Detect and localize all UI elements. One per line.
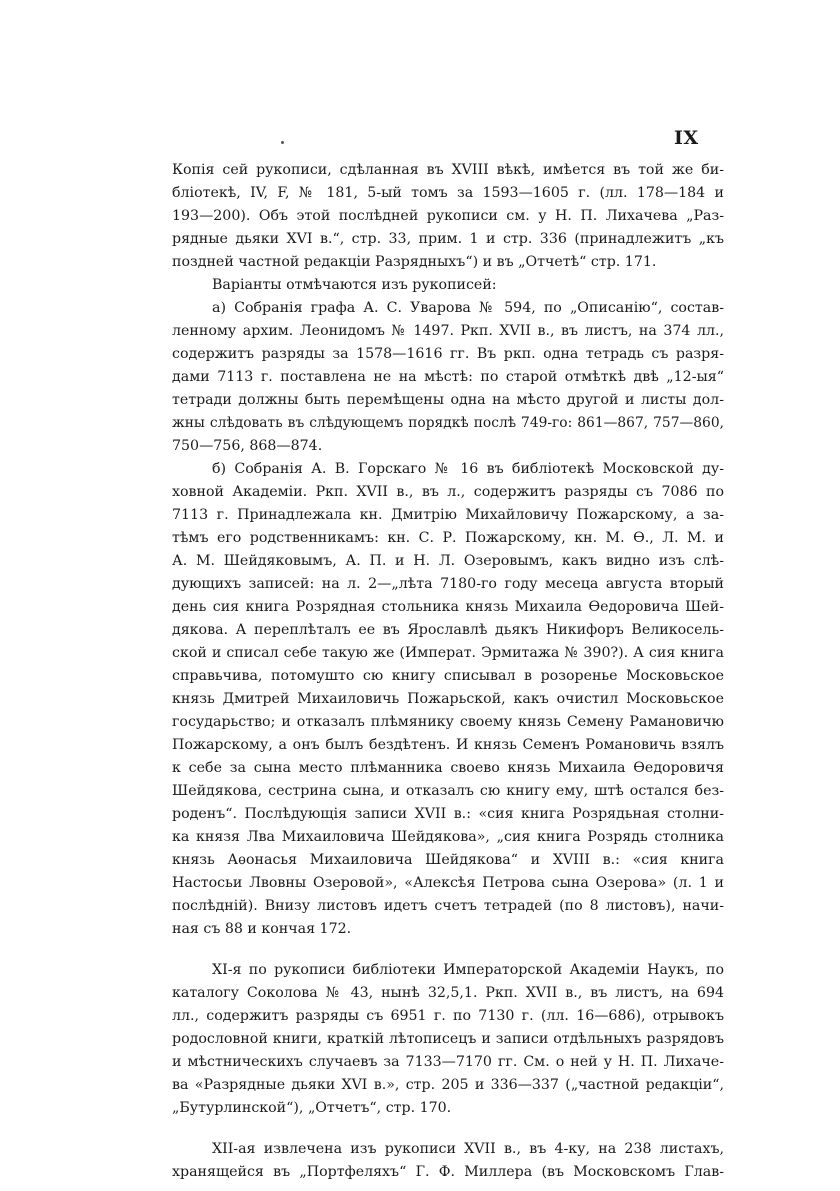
text-line: каталогу Соколова № 43, нынѣ 32,5,1. Ркп. XVII в., въ листъ, на 694 (172, 985, 724, 1001)
margin-speck (281, 141, 284, 144)
text-line: ленному архим. Леонидомъ № 1497. Ркп. XVII в., въ листъ, на 374 лл., (172, 323, 724, 339)
text-line: ная съ 88 и кончая 172. (172, 921, 352, 937)
text-line: б) Собранія А. В. Горскаго № 16 въ библіотекѣ Московской ду- (212, 461, 724, 477)
text-line: хранящейся въ „Портфеляхъ“ Г. Ф. Миллера (въ Московскомъ Глав- (172, 1164, 724, 1180)
text-line: 750—756, 868—874. (172, 438, 323, 454)
text-line: к себе за сына место плѣманника своево князь Михаила Ѳедоровичя (172, 760, 724, 776)
text-line: Варіанты отмѣчаются изъ рукописей: (212, 277, 497, 293)
text-line: ховной Академіи. Ркп. XVII в., въ л., содержитъ разряды съ 7086 по (172, 484, 724, 500)
text-line: жны слѣдовать въ слѣдующемъ порядкѣ послѣ 749-го: 861—867, 757—860, (172, 415, 724, 431)
text-line: Копія сей рукописи, сдѣланная въ XVIII вѣкѣ, имѣется въ той же би- (172, 162, 724, 178)
text-line: 7113 г. Принадлежала кн. Дмитрію Михайловичу Пожарскому, а за- (172, 507, 724, 523)
text-line: ка князя Лва Михаиловича Шейдякова», „сия книга Розрядь столника (172, 829, 724, 845)
text-line: Пожарскому, а онъ былъ бездѣтенъ. И князь Семенъ Романовичь взялъ (172, 737, 724, 753)
text-line: дующихъ записей: на л. 2—„лѣта 7180-го году месеца августа вторый (172, 576, 724, 592)
text-line: Настосьи Лвовны Озеровой», «Алексѣя Петрова сына Озерова» (л. 1 и (172, 875, 724, 891)
text-line: ва «Разрядные дьяки XVI в.», стр. 205 и 336—337 („частной редакціи“, (172, 1077, 724, 1093)
text-line: а) Собранія графа А. С. Уварова № 594, по „Описанію“, состав- (212, 300, 724, 316)
text-line: государьство; и отказалъ плѣмянику своему князь Семену Рамановичю (172, 714, 724, 730)
text-line: рядные дьяки XVI в.“, стр. 33, прим. 1 и стр. 336 (принадлежитъ „къ (172, 231, 724, 247)
text-line: XII-ая извлечена изъ рукописи XVII в., въ 4-ку, на 238 листахъ, (212, 1141, 724, 1157)
text-line: лл., содержитъ разряды съ 6951 г. по 7130 г. (лл. 16—686), отрывокъ (172, 1008, 724, 1024)
text-line: справьчива, потомушто сю книгу списывал в розоренье Московьское (172, 668, 724, 684)
text-line: родословной книги, краткій лѣтописецъ и записи отдѣльныхъ разрядовъ (172, 1031, 724, 1047)
text-line: ской и списал себе такую же (Императ. Эрмитажа № 390?). А сия книга (172, 645, 724, 661)
text-line: 193—200). Объ этой послѣдней рукописи см. у Н. П. Лихачева „Раз- (172, 208, 724, 224)
page-number: IX (674, 127, 699, 149)
text-line: А. М. Шейдяковымъ, А. П. и Н. Л. Озеровымъ, какъ видно изъ слѣ- (172, 553, 724, 569)
text-line: князь Дмитрей Михаиловичь Пожарьской, какъ очистил Московьское (172, 691, 724, 707)
text-line: дякова. А переплѣталъ ее въ Ярославлѣ дьякъ Никифоръ Великосель- (172, 622, 724, 638)
text-line: тетради должны быть перемѣщены одна на мѣсто другой и листы дол- (172, 392, 724, 408)
text-line: Шейдякова, сестрина сына, и отказалъ сю книгу ему, штѣ остался без- (172, 783, 724, 799)
text-line: послѣдній). Внизу листовъ идетъ счетъ тетрадей (по 8 листовъ), начи- (172, 898, 724, 914)
text-line: князь Аѳонасья Михаиловича Шейдякова“ и XVIII в.: «сия книга (172, 852, 724, 868)
text-line: тѣмъ его родственникамъ: кн. С. Р. Пожарскому, кн. М. Ѳ., Л. М. и (172, 530, 724, 546)
text-line: содержитъ разряды за 1578—1616 гг. Въ ркп. одна тетрадь съ разря- (172, 346, 724, 362)
text-line: „Бутурлинской“), „Отчетъ“, стр. 170. (172, 1100, 452, 1116)
text-line: XI-я по рукописи библіотеки Императорской Академіи Наукъ, по (212, 962, 724, 978)
text-line: и мѣстническихъ случаевъ за 7133—7170 гг. См. о ней у Н. П. Лихаче- (172, 1054, 724, 1070)
text-line: дами 7113 г. поставлена не на мѣстѣ: по старой отмѣткѣ двѣ „12-ыя“ (172, 369, 724, 385)
text-line: роденъ“. Послѣдующія записи XVII в.: «сия книга Розрядьная столни- (172, 806, 724, 822)
text-line: бліотекѣ, IV, F, № 181, 5-ый томъ за 1593—1605 г. (лл. 178—184 и (172, 185, 724, 201)
text-line: день сия книга Розрядная стольника князь Михаила Ѳедоровича Шей- (172, 599, 724, 615)
text-line: поздней частной редакціи Разрядныхъ“) и въ „Отчетѣ“ стр. 171. (172, 254, 657, 270)
